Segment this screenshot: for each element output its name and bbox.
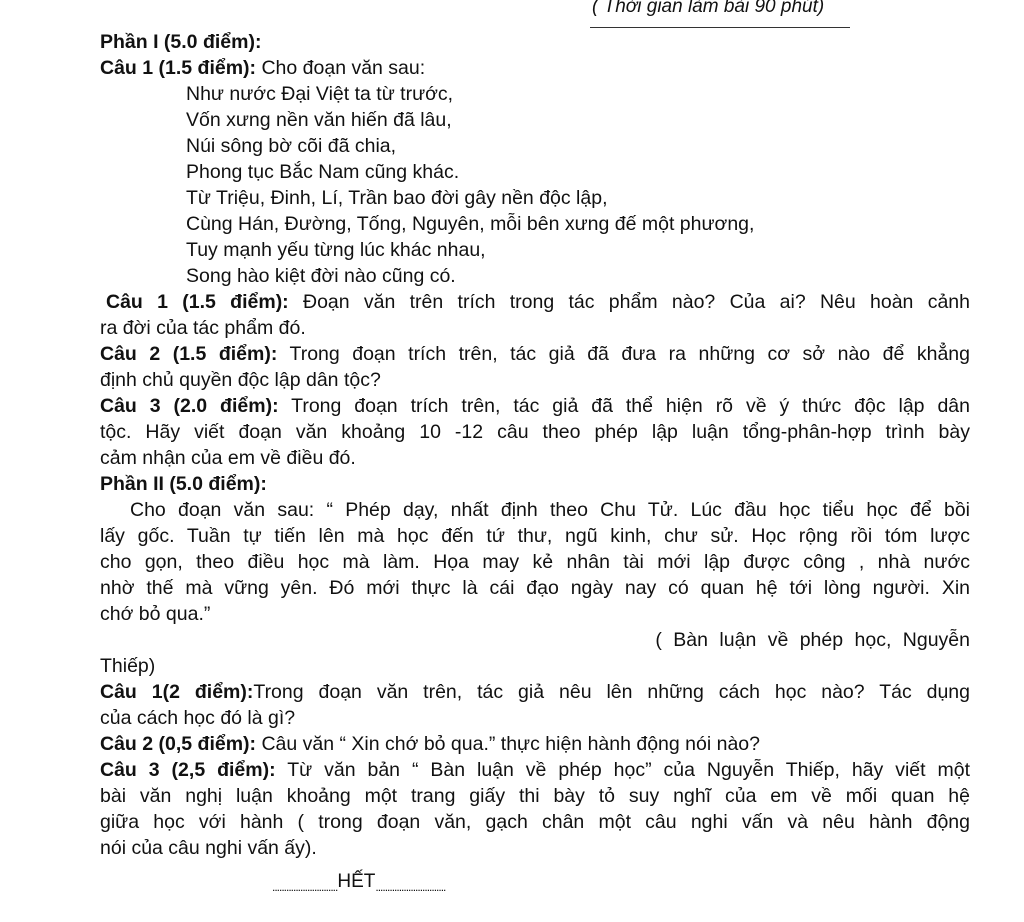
poem-block (100, 81, 970, 289)
part2-q3-line4: nói của câu nghi vấn ấy). (100, 837, 317, 859)
part2-q3-line3: giữa học với hành ( trong đoạn văn, gạch chân một câu nghi vấn và nêu hành động (100, 811, 970, 833)
dots-left: ............................ (272, 880, 338, 894)
part2-title: Phần II (5.0 điểm): (100, 473, 267, 495)
part2-q3-label: Câu 3 (2,5 điểm): (100, 759, 276, 781)
part1-q3-line2: tộc. Hãy viết đoạn văn khoảng 10 -12 câu theo phép lập luận tổng-phân-hợp trình bày (100, 421, 970, 443)
poem-line: Từ Triệu, Đinh, Lí, Trần bao đời gây nền độc lập, (186, 187, 608, 209)
passage-line: Cho đoạn văn sau: “ Phép dạy, nhất định theo Chu Tử. Lúc đầu học tiểu học để bồi (130, 499, 970, 521)
poem-line: Như nước Đại Việt ta từ trước, (186, 83, 454, 105)
part2-q2-line1: Câu 2 (0,5 điểm): Câu văn “ Xin chớ bỏ qua.” thực hiện hành động nói nào? (100, 733, 760, 755)
part1-q3-line1: Câu 3 (2.0 điểm): Trong đoạn trích trên, tác giả đã thể hiện rõ về ý thức độc lập dân (100, 395, 970, 417)
part1-q1-line1: Câu 1 (1.5 điểm): Đoạn văn trên trích trong tác phẩm nào? Của ai? Nêu hoàn cảnh (106, 291, 970, 313)
part1-intro (100, 55, 970, 81)
passage-line: lấy gốc. Tuần tự tiến lên mà học đến tứ thư, ngũ kinh, chư sử. Học rộng rồi tóm lược (100, 525, 970, 547)
part1-title: Phần I (5.0 điểm): (100, 31, 262, 53)
part1-q1-line2: ra đời của tác phẩm đó. (100, 317, 306, 339)
time-note-underline (590, 27, 850, 28)
part1-q2-line1: Câu 2 (1.5 điểm): Trong đoạn trích trên, tác giả đã đưa ra những cơ sở nào để khẳng (100, 343, 970, 365)
end-marker (272, 871, 445, 893)
part2-q2-label: Câu 2 (0,5 điểm): (100, 733, 257, 755)
poem-line: Cùng Hán, Đường, Tống, Nguyên, mỗi bên xưng đế một phương, (186, 213, 755, 235)
poem-line: Vốn xưng nền văn hiến đã lâu, (186, 109, 452, 131)
exam-content (100, 29, 970, 861)
part1-intro-label: Câu 1 (1.5 điểm): (100, 57, 257, 79)
part2-q1-label: Câu 1(2 điểm): (100, 681, 254, 703)
poem-line: Tuy mạnh yếu từng lúc khác nhau, (186, 239, 486, 261)
part1-q3-label: Câu 3 (2.0 điểm): (100, 395, 279, 417)
part2-q3-line1: Câu 3 (2,5 điểm): Từ văn bản “ Bàn luận về phép học” của Nguyễn Thiếp, hãy viết một (100, 759, 971, 781)
part1-intro-text: Cho đoạn văn sau: (256, 57, 426, 79)
passage-line: cho gọn, theo điều học mà làm. Họa may kẻ nhân tài mới lập được công , nhà nước (100, 551, 970, 573)
poem-line: Phong tục Bắc Nam cũng khác. (186, 161, 460, 183)
part2-q1-line2: của cách học đó là gì? (100, 707, 296, 729)
source-citation: ( Bàn luận về phép học, Nguyễn (655, 629, 970, 651)
dots-right: .............................. (375, 880, 446, 894)
passage-line: chớ bỏ qua.” (100, 603, 211, 625)
part2-q1-line1: Câu 1(2 điểm):Trong đoạn văn trên, tác giả nêu lên những cách học nào? Tác dụng (100, 681, 970, 703)
poem-line: Song hào kiệt đời nào cũng có. (186, 265, 456, 287)
passage-line: nhờ thế mà vững yên. Đó mới thực là cái đạo ngày nay có quan hệ tới lòng người. Xin (100, 577, 970, 599)
part2-q3-line2: bài văn nghị luận khoảng một trang giấy thi bày tỏ suy nghĩ của em về mối quan hệ (100, 785, 970, 807)
part1-q2-label: Câu 2 (1.5 điểm): (100, 343, 278, 365)
part1-q3-line3: cảm nhận của em về điều đó. (100, 447, 356, 469)
poem-line: Núi sông bờ cõi đã chia, (186, 135, 397, 157)
end-text: HẾT (337, 871, 376, 892)
source-citation-cont: Thiếp) (100, 655, 156, 677)
part1-q2-line2: định chủ quyền độc lập dân tộc? (100, 369, 381, 391)
time-note: ( Thời gian làm bài 90 phút) (592, 0, 825, 17)
part1-q1-label: Câu 1 (1.5 điểm): (106, 291, 289, 313)
